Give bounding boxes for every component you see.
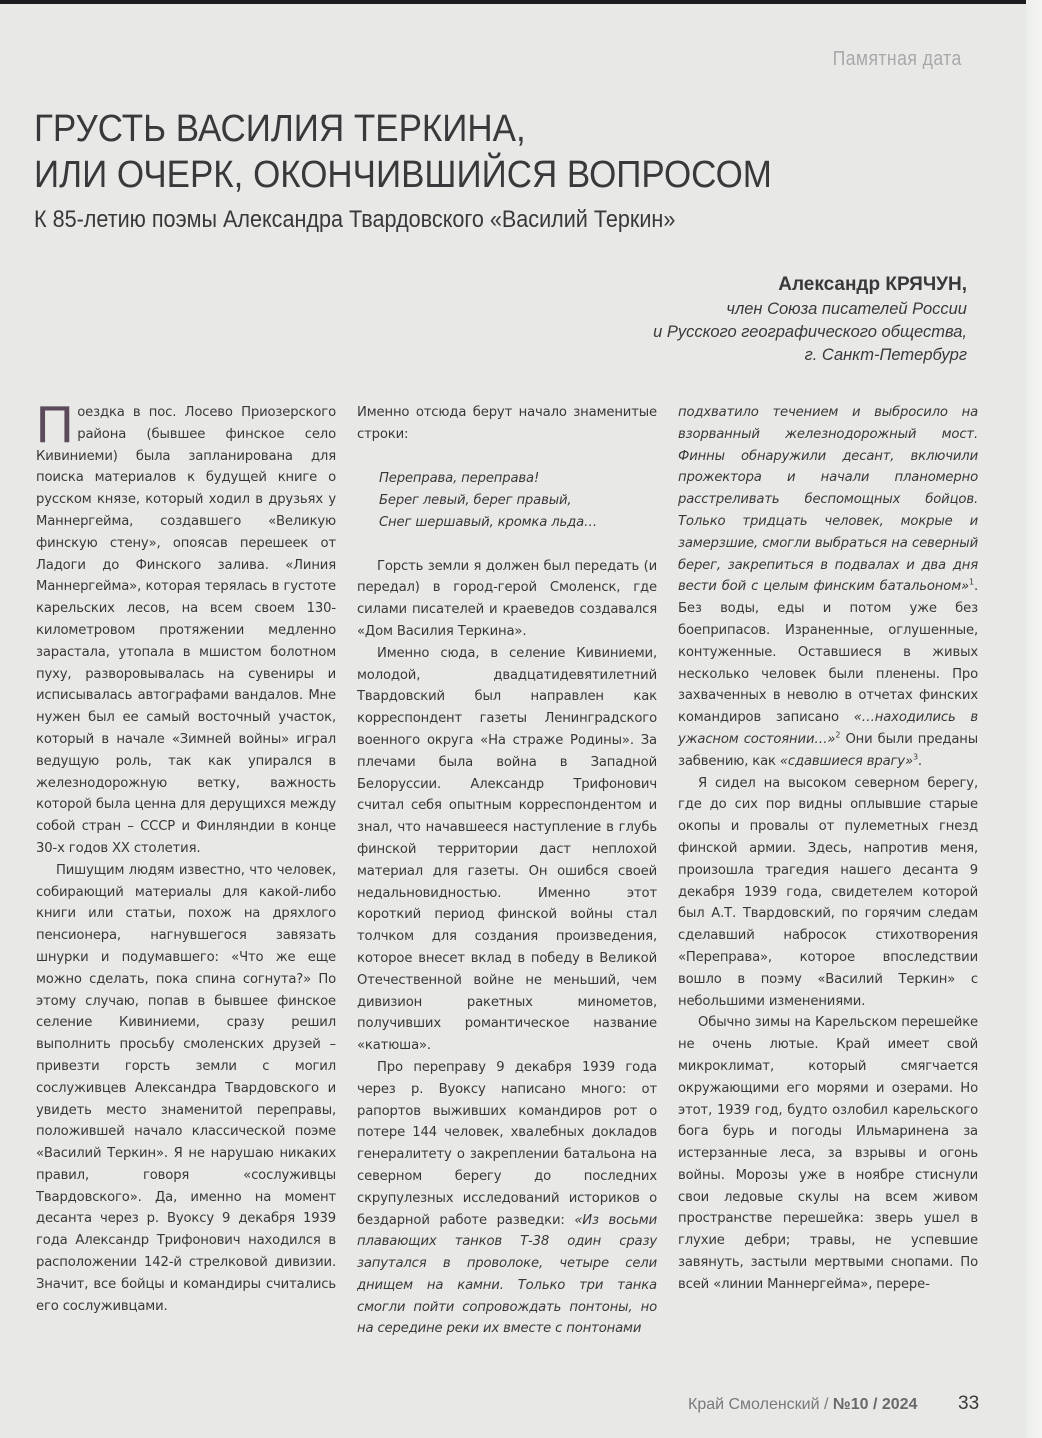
author-affiliation-1: член Союза писателей России (726, 300, 967, 318)
paragraph: Поездка в пос. Лосево Приозерского района (бывшее финское село Кивиниеми) была запланирована для поиска материалов к будущей книге о русском князе, который ходил в друзьях у Маннергейма, создавшего «Великую финскую стену», опоясав перешеек от Ладоги до Финского залива. «Линия Маннергейма», которая терялась в густоте карельских лесов, на всем своем 130-километровом протяжении медленно зарастала, утопала в мшистом болотном пуху, разворовывалась на сувениры и исписывалась автографами вандалов. Мне нужен был ее самый восточный участок, который в начале «Зимней войны» играл ведущую роль, так как упирался в железнодорожную ветку, важность которой была ценна для дерущихся между собой стран – СССР и Финляндии в конце 30-х годов XX столетия. (36, 396, 336, 856)
poem-line: Переправа, переправа! (379, 470, 540, 486)
footnote-ref: 3 (912, 752, 918, 762)
page-number: 33 (958, 1393, 980, 1414)
paragraph: Про переправу 9 декабря 1939 года через р. Вуоксу написано много: от рапортов выживших командиров рот о потере 144 человек, хвалебных докладов генералитету о закреплении батальона на северном берегу до последних скрупулезных исследований историков о бездарной работе разведки: «Из восьми плавающих танков Т-38 один сразу запутался в проволоке, четыре сели днищем на камни. Только три танка смогли пойти сопровождать понтоны, но на середине реки их вместе с понтонами (357, 1059, 658, 1337)
text-column-3 (678, 402, 978, 1296)
quote: «Из восьми плавающих танков Т-38 один сразу запутался в проволоке, четыре сели днищем на камни. Только три танка смогли пойти сопровождать понтоны, но на середине реки их вместе с понтонами (357, 1212, 658, 1337)
quote: «сдавшиеся врагу» (779, 753, 913, 769)
author-city: г. Санкт-Петербург (804, 346, 967, 364)
quote: подхватило течением и выбросило на взорванный железнодорожный мост. Финны обнаружили десант, включили прожектора и начали планомерно расстреливать беспомощных бойцов. Только тридцать человек, мокрые и замерзшие, смогли выбраться на северный берег, закрепиться в подвалах и два дня вести бой с целым финским батальоном» (678, 405, 978, 595)
footnote-ref: 2 (835, 730, 841, 740)
paragraph: Именно сюда, в селение Кивиниеми, молодой, двадцатидевятилетний Твардовский был направлен как корреспондент газеты Ленинградского военного округа «На страже Родины». За плечами была война в Западной Белоруссии. Александр Трифонович считал себя опытным корреспондентом и знал, что начавшееся наступление в глубь финской территории даст неплохой материал для газеты. Он ошибся своей недальновидностью. Именно этот короткий период финской войны стал толчком для создания произведения, которое внесет вклад в победу в Великой Отечественной войне не меньший, чем дивизион ракетных минометов, получивших романтическое название «катюша». (357, 645, 657, 1054)
poem-line: Берег левый, берег правый, (379, 492, 572, 508)
poem-line: Снег шершавый, кромка льда… (379, 514, 598, 530)
title-line-2: ИЛИ ОЧЕРК, ОКОНЧИВШИЙСЯ ВОПРОСОМ (34, 154, 772, 196)
text-column-1 (36, 396, 336, 1317)
scan-right-edge (1026, 0, 1042, 1438)
text-column-2 (357, 402, 657, 1340)
paragraph: Пишущим людям известно, что человек, собирающий материалы для какой-либо книги или статьи, похож на дряхлого пенсионера, нагнувшегося завязать шнурки и подумавшего: «Что же еще можно сделать, пока спина согнута?» По этому случаю, попав в бывшее финское селение Кивиниеми, сразу решил выполнить просьбу смоленских друзей – привезти горсть земли с могил сослуживцев Александра Твардовского и увидеть место знаменитой переправы, положившей начало классической поэме «Василий Теркин». Я не нарушаю никаких правил, говоря «сослуживцы Твардовского». Да, именно на момент десанта через р. Вуоксу 9 декабря 1939 года Александр Трифонович находился в расположении 142-й стрелковой дивизии. Значит, все бойцы и командиры считались его сослуживцами. (36, 862, 336, 1314)
scan-top-edge (0, 0, 1042, 4)
footnote-ref: 1 (969, 577, 974, 587)
paragraph: Именно отсюда берут начало знаменитые строки: (357, 405, 657, 442)
poem-quote (379, 468, 657, 534)
paragraph: Обычно зимы на Карельском перешейке не очень лютые. Край имеет свой микроклимат, который смягчается окружающими его морями и озерами. Но этот, 1939 год, будто озлобил карельского бога бурь и погоды Ильмариненa за истерзанные леса, за взрывы и огонь войны. Морозы уже в ноябре стиснули свои ледовые скулы на всем живом пространстве перешейка: зверь ушел в глухие дебри; травы, не успевшие завянуть, застыли мертвыми снопами. По всей «линии Маннергейма», перере- (678, 1015, 978, 1292)
author-byline (653, 272, 967, 367)
article-subtitle: К 85-летию поэмы Александра Твардовского «Василий Теркин» (34, 206, 676, 233)
title-line-1: ГРУСТЬ ВАСИЛИЯ ТЕРКИНА, (34, 108, 526, 150)
footer-magazine: Край Смоленский / №10 / 2024 (688, 1396, 918, 1413)
author-affiliation-2: и Русского географического общества, (653, 323, 967, 341)
article-title (34, 106, 772, 198)
section-label: Памятная дата (832, 48, 962, 70)
paragraph: подхватило течением и выбросило на взорванный железнодорожный мост. Финны обнаружили десант, включили прожектора и начали планомерно расстреливать беспомощных бойцов. Только тридцать человек, мокрые и замерзшие, смогли выбраться на северный берег, закрепиться в подвалах и два дня вести бой с целым финским батальоном»$^1$. Без воды, еды и потом уже без боеприпасов. Израненные, оглушенные, контуженные. Оставшиеся в живых несколько человек были пленены. Про захваченных в неволю в отчетах финских командиров записано «…находились в ужасном состоянии…»$^2$ Они были преданы забвению, как «сдавшиеся врагу»$^3$. (678, 405, 979, 769)
paragraph: Я сидел на высоком северном берегу, где до сих пор видны оплывшие старые окопы и провалы от пулеметных гнезд финской армии. Здесь, напротив меня, произошла трагедия нашего десанта 9 декабря 1939 года, свидетелем которой был А.Т. Твардовский, по горячим следам сделавший набросок стихотворения «Переправа», которое впоследствии вошло в поэму «Василий Теркин» с небольшими изменениями. (678, 775, 978, 1009)
author-name: Александр КРЯЧУН, (778, 274, 967, 295)
quote: «…находились в ужасном состоянии…» (678, 710, 979, 747)
paragraph: Горсть земли я должен был передать (и передал) в город-герой Смоленск, где силами писателей и краеведов создавался «Дом Василия Теркина». (357, 558, 657, 639)
drop-cap: П (36, 396, 74, 454)
issue-number: №10 / 2024 (832, 1396, 918, 1413)
